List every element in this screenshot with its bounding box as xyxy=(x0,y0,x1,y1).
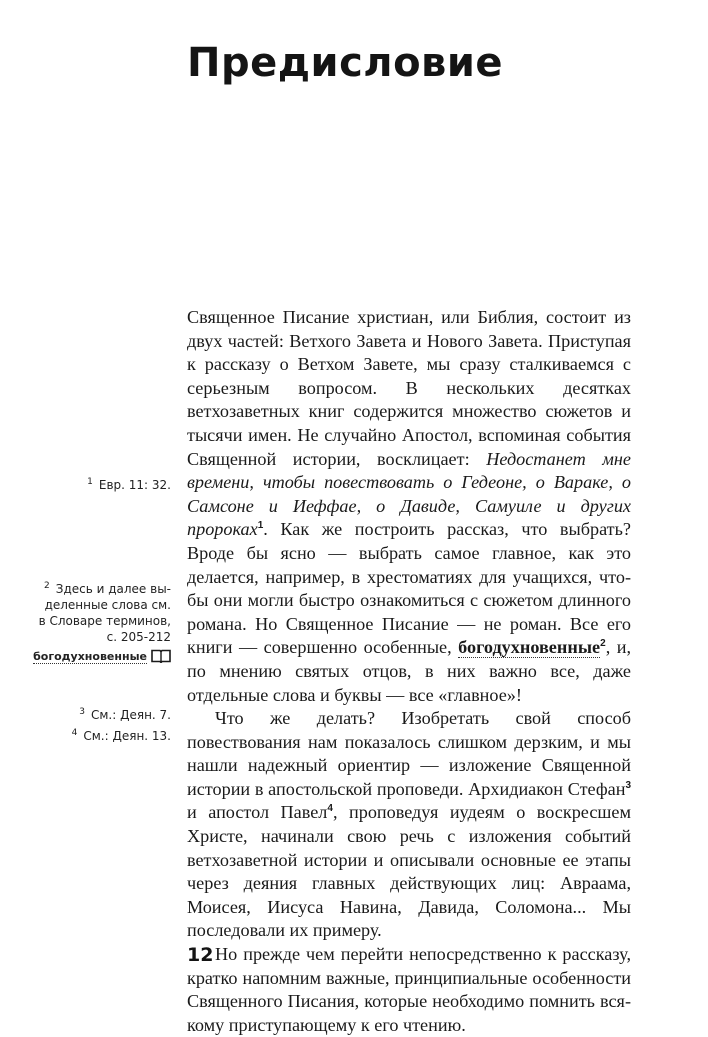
main-text xyxy=(187,306,631,1037)
paragraph-2 xyxy=(187,707,631,943)
sidenote-3 xyxy=(79,704,171,723)
page-number: 12 xyxy=(187,944,214,966)
sidenote-2-term-row xyxy=(33,648,171,667)
sidenote-4 xyxy=(72,725,171,744)
sidenote-2-line-2: деленные слова см. xyxy=(44,598,171,612)
paragraph-1 xyxy=(187,306,631,707)
sidenote-4-text: См.: Деян. 13. xyxy=(83,729,171,743)
paragraph-1-text-a: Священное Писание христиан, или Библия, состоит из двух частей: Ветхого Завета и Нового Завета. Приступая к рассказу о Ветхом Завете, мы сразу сталкиваемся с серьезным вопросом. В нескольких десятках ветхозаветных книг содержится множество сюжетов и тысячи имен. Не случайно Апостол, вспоминая события Священной истории, восклицает: xyxy=(187,307,631,469)
footnote-ref-2[interactable]: 2 xyxy=(600,638,606,650)
paragraph-2-text-c: , проповедуя иудеям о воскресшем Христе, начинали свою речь с изложения событий ветхозаветной истории и описывали основные ее этапы через деяния главных действующих лиц: Авраама, Моисея, Иисуса Навина, Давида, Соломона... Мы последовали их примеру. xyxy=(187,802,631,941)
sidenote-1-text: Евр. 11: 32. xyxy=(98,478,171,492)
sidenote-2-line-3: в Словаре терминов, xyxy=(38,614,171,628)
footnote-ref-3[interactable]: 3 xyxy=(625,779,631,791)
book-icon[interactable] xyxy=(151,649,171,667)
paragraph-1-text-c: , и, по мнению святых отцов, в них важно все, даже отдельные слова и буквы — все «главное»! xyxy=(187,637,631,705)
sidenote-4-number: 4 xyxy=(71,728,78,738)
paragraph-2-text-a: Что же делать? Изобретать свой способ повествования нам показалось слишком дерзким, и мы нашли надежный ориентир — изложение Священной истории в апостольской проповеди. Архидиакон Стефан xyxy=(187,708,631,799)
sidenote-2-line-1 xyxy=(33,578,171,597)
page-title: Предисловие xyxy=(187,40,504,86)
sidenote-2 xyxy=(33,578,171,667)
sidenote-1 xyxy=(87,474,171,493)
sidenote-1-number: 1 xyxy=(87,477,93,487)
sidenote-glossary-term[interactable]: богодухновенные xyxy=(33,650,147,663)
footnote-ref-1[interactable]: 1 xyxy=(257,520,264,532)
glossary-term-link[interactable]: богодухновенные xyxy=(458,637,601,658)
footnote-ref-4[interactable]: 4 xyxy=(327,803,333,815)
paragraph-3: Но прежде чем перейти непосредственно к рассказу, кратко напомним важные, принципиальные особенности Священного Писания, которые необходимо помнить всякому приступающему к его чтению. xyxy=(187,944,631,1035)
paragraph-1-text-b: . Как же построить рассказ, что выбрать? Вроде бы ясно — выбрать самое главное, как это делается, например, в хрестоматиях для учащихся, чтобы они могли быстро ознакомиться с сюжетом длинного романа. Но Священное Писание — не роман. Все его книги — совершенно особенные, xyxy=(187,519,631,658)
sidenote-2-number: 2 xyxy=(44,581,50,591)
sidenote-2-text-1: Здесь и далее вы- xyxy=(55,582,171,596)
paragraph-2-text-b: и апостол Павел xyxy=(187,802,328,823)
sidenote-3-number: 3 xyxy=(79,707,85,717)
scripture-quote: Недостанет мне времени, чтобы повествовать о Гедеоне, о Вараке, о Самсоне и Иеффае, о Давиде, Самуиле и других пророках xyxy=(187,448,631,540)
sidenote-3-text: См.: Деян. 7. xyxy=(90,708,171,722)
sidenote-2-line-4: с. 205-212 xyxy=(106,630,171,644)
